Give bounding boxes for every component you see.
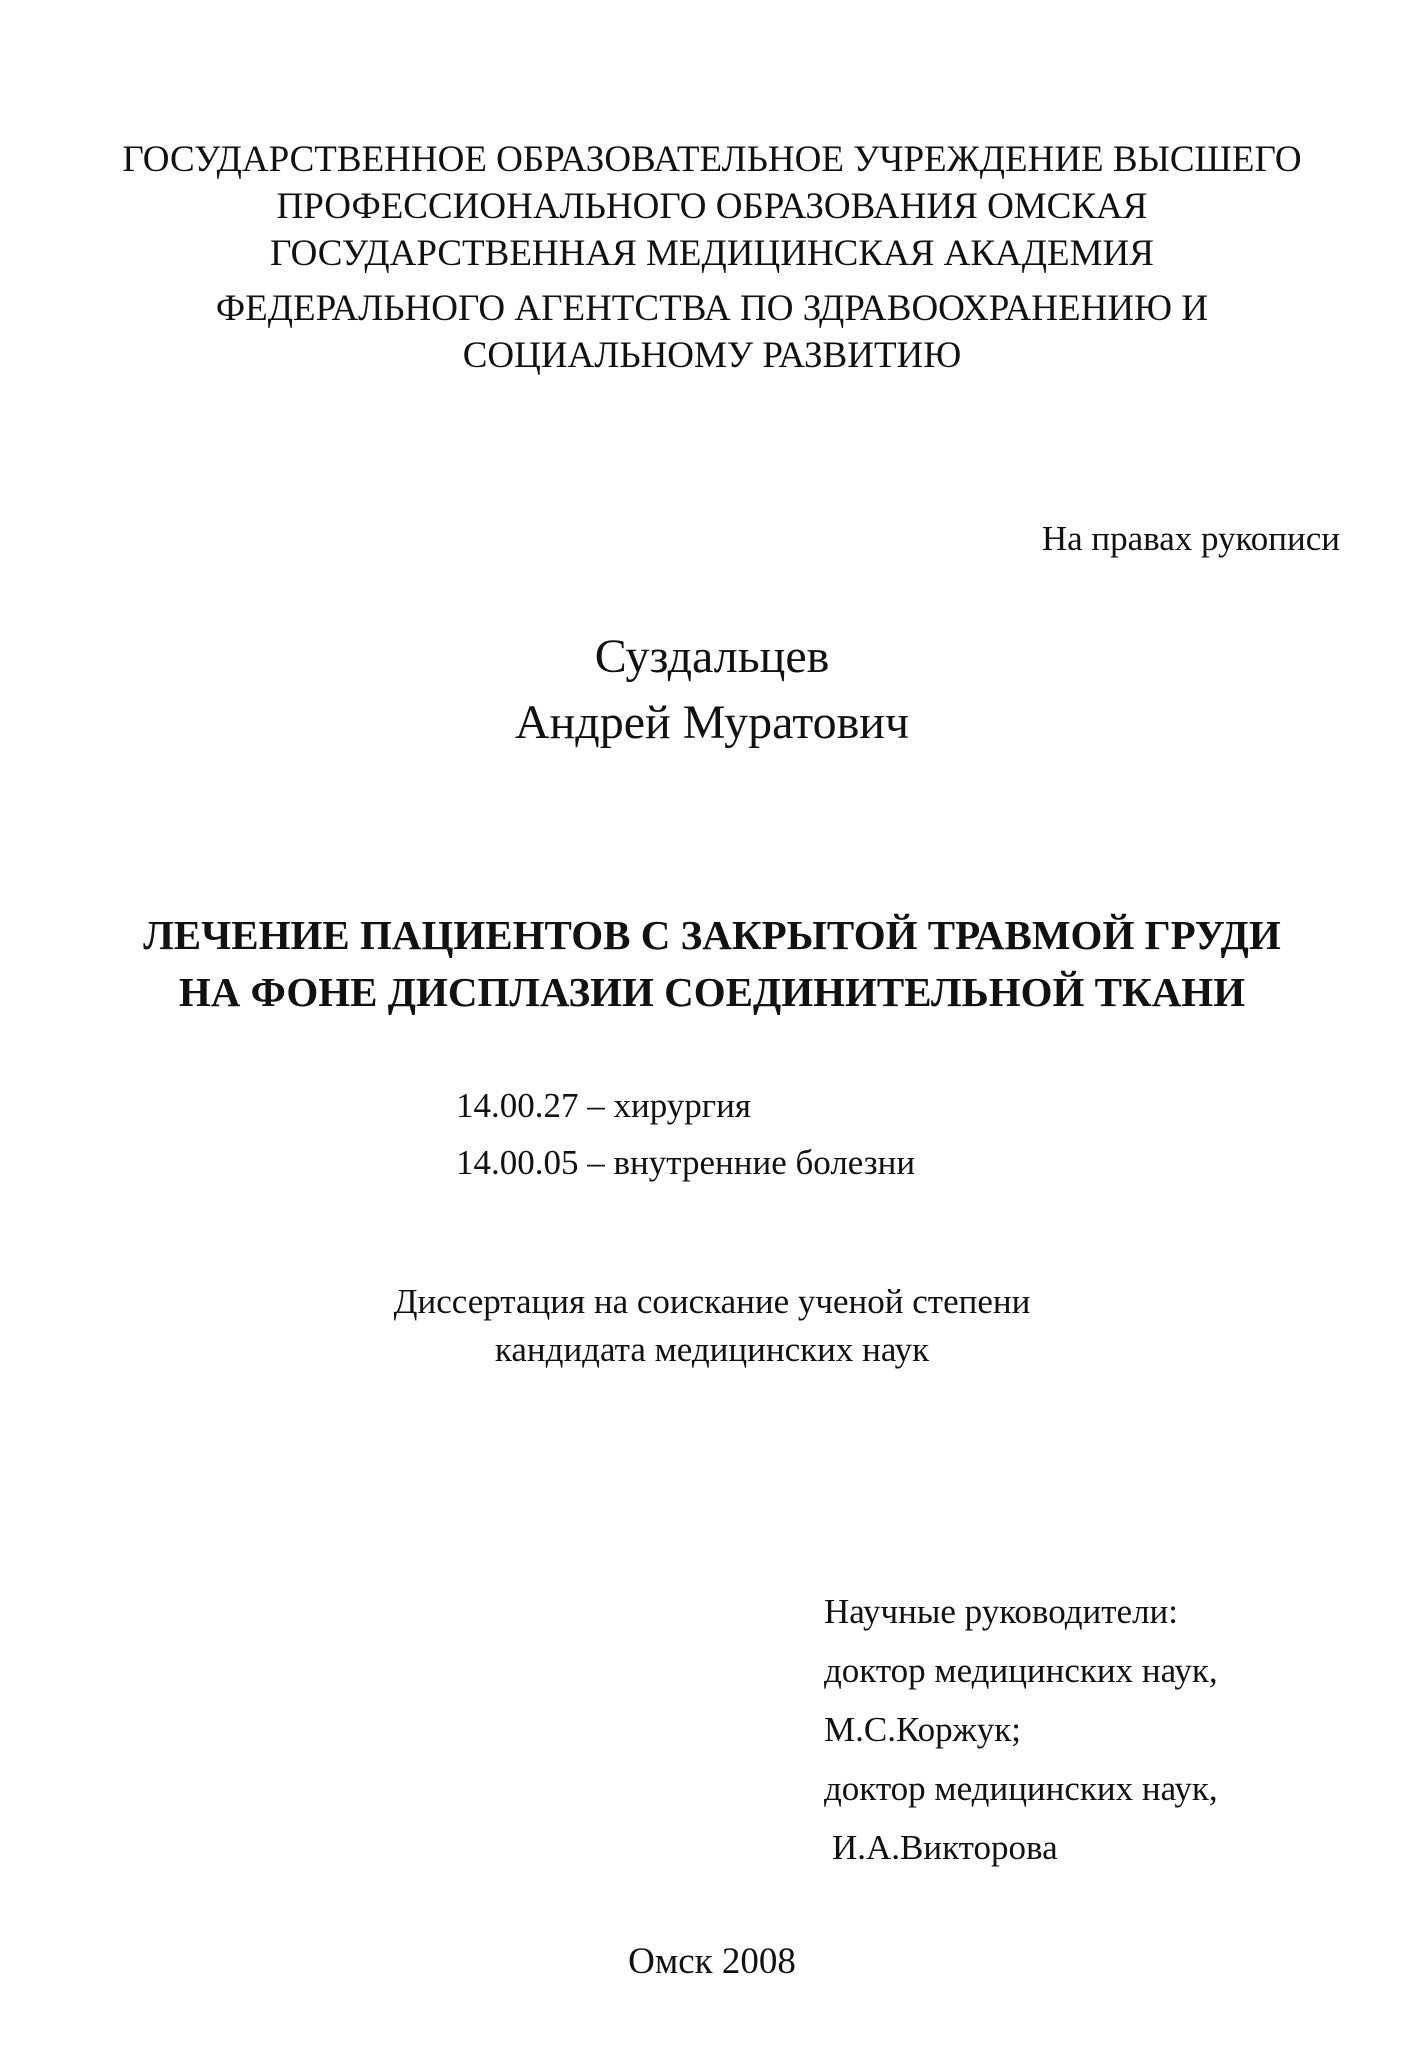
institution-line: ГОСУДАРСТВЕННОЕ ОБРАЗОВАТЕЛЬНОЕ УЧРЕЖДЕНИЕ ВЫСШЕГО: [122, 139, 1302, 180]
author-given-names: Андрей Муратович: [514, 696, 910, 749]
degree-line: кандидата медицинских наук: [494, 1330, 930, 1369]
author-surname: Суздальцев: [594, 630, 830, 683]
institution-line: СОЦИАЛЬНОМУ РАЗВИТИЮ: [462, 335, 962, 376]
manuscript-rights-note: На правах рукописи: [1041, 519, 1340, 558]
title-line: НА ФОНЕ ДИСПЛАЗИИ СОЕДИНИТЕЛЬНОЙ ТКАНИ: [178, 969, 1246, 1015]
scientific-supervisors: [824, 1582, 1218, 1877]
city-and-year: Омск 2008: [628, 1941, 796, 1982]
degree-statement: [0, 1278, 1424, 1374]
institution-line: ФЕДЕРАЛЬНОГО АГЕНТСТВА ПО ЗДРАВООХРАНЕНИЮ И: [215, 288, 1209, 329]
institution-line: ПРОФЕССИОНАЛЬНОГО ОБРАЗОВАНИЯ ОМСКАЯ: [276, 186, 1148, 227]
supervisor-line: доктор медицинских наук,: [824, 1769, 1218, 1808]
supervisor-line: М.С.Коржук;: [824, 1710, 1021, 1749]
specialty-codes: [456, 1077, 915, 1191]
dissertation-title: [0, 907, 1424, 1021]
supervisor-line: доктор медицинских наук,: [824, 1651, 1218, 1690]
degree-line: Диссертация на соискание ученой степени: [393, 1282, 1031, 1321]
institution-line: ГОСУДАРСТВЕННАЯ МЕДИЦИНСКАЯ АКАДЕМИЯ: [270, 233, 1154, 274]
supervisor-line: И.А.Викторова: [832, 1828, 1058, 1867]
supervisors-heading: Научные руководители:: [824, 1592, 1178, 1631]
institution-header: [60, 136, 1364, 379]
author-name: [0, 624, 1424, 756]
specialty-item: 14.00.05 – внутренние болезни: [456, 1143, 916, 1182]
specialty-item: 14.00.27 – хирургия: [456, 1086, 751, 1125]
title-line: ЛЕЧЕНИЕ ПАЦИЕНТОВ С ЗАКРЫТОЙ ТРАВМОЙ ГРУДИ: [143, 912, 1281, 958]
